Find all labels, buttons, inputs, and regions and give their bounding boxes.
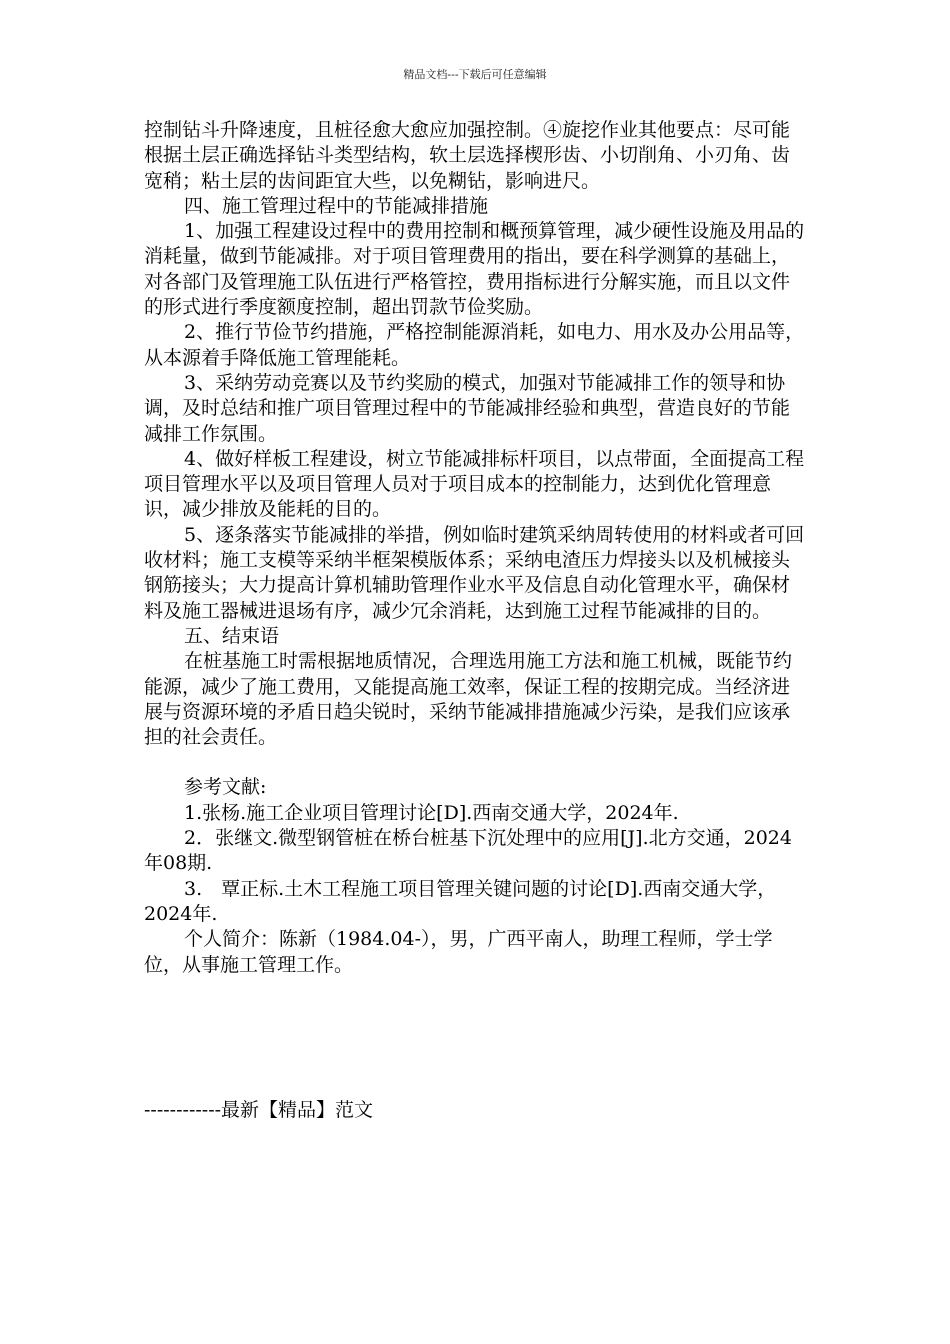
- paragraph-measure-2: 2、推行节俭节约措施，严格控制能源消耗，如电力、用水及办公用品等，从本源着手降低施工管理能耗。: [144, 321, 805, 369]
- section-heading-5: 五、结束语: [184, 624, 280, 647]
- paragraph-continuation: 控制钻斗升降速度，且桩径愈大愈应加强控制。④旋挖作业其他要点：尽可能根据土层正确选择钻斗类型结构，软土层选择楔形齿、小切削角、小刃角、齿宽稍；粘土层的齿间距宜大些，以免糊钻，影响进尺。: [144, 119, 791, 192]
- document-body: [144, 118, 808, 978]
- references-title: 参考文献:: [184, 776, 267, 799]
- reference-item-3: 3. 覃正标.土木工程施工项目管理关键问题的讨论[D].西南交通大学，2024年.: [144, 877, 777, 925]
- paragraph-conclusion: 在桩基施工时需根据地质情况，合理选用施工方法和施工机械，既能节约能源，减少了施工费用，又能提高施工效率，保证工程的按期完成。当经济进展与资源环境的矛盾日趋尖锐时，采纳节能减排措施减少污染，是我们应该承担的社会责任。: [144, 650, 793, 749]
- paragraph-measure-3: 3、采纳劳动竞赛以及节约奖励的模式，加强对节能减排工作的领导和协调，及时总结和推广项目管理过程中的节能减排经验和典型，营造良好的节能减排工作氛围。: [144, 371, 791, 445]
- reference-item-1: 1.张杨.施工企业项目管理讨论[D].西南交通大学，2024年.: [184, 801, 679, 824]
- paragraph-measure-4: 4、做好样板工程建设，树立节能减排标杆项目，以点带面，全面提高工程项目管理水平以及项目管理人员对于项目成本的控制能力，达到优化管理意识，减少排放及能耗的目的。: [144, 447, 805, 521]
- paragraph-measure-5: 5、逐条落实节能减排的举措，例如临时建筑采纳周转使用的材料或者可回收材料；施工支模等采纳半框架模版体系；采纳电渣压力焊接头以及机械接头钢筋接头；大力提高计算机辅助管理作业水平及信息自动化管理水平，确保材料及施工器械进退场有序，减少冗余消耗，达到施工过程节能减排的目的。: [144, 523, 805, 622]
- page-footer: ------------最新【精品】范文: [144, 1099, 374, 1121]
- paragraph-measure-1: 1、加强工程建设过程中的费用控制和概预算管理，减少硬性设施及用品的消耗量，做到节能减排。对于项目管理费用的指出，要在科学测算的基础上，对各部门及管理施工队伍进行严格管控，费用指标进行分解实施，而且以文件的形式进行季度额度控制，超出罚款节俭奖励。: [144, 220, 805, 319]
- page-header: 精品文档---下载后可任意编辑: [403, 68, 547, 81]
- author-bio: 个人简介：陈新（1984.04-），男，广西平南人，助理工程师，学士学位，从事施工管理工作。: [144, 928, 773, 976]
- section-heading-4: 四、施工管理过程中的节能减排措施: [184, 194, 489, 217]
- reference-item-2: 2．张继文.微型钢管桩在桥台桩基下沉处理中的应用[J].北方交通，2024年08期.: [144, 827, 792, 875]
